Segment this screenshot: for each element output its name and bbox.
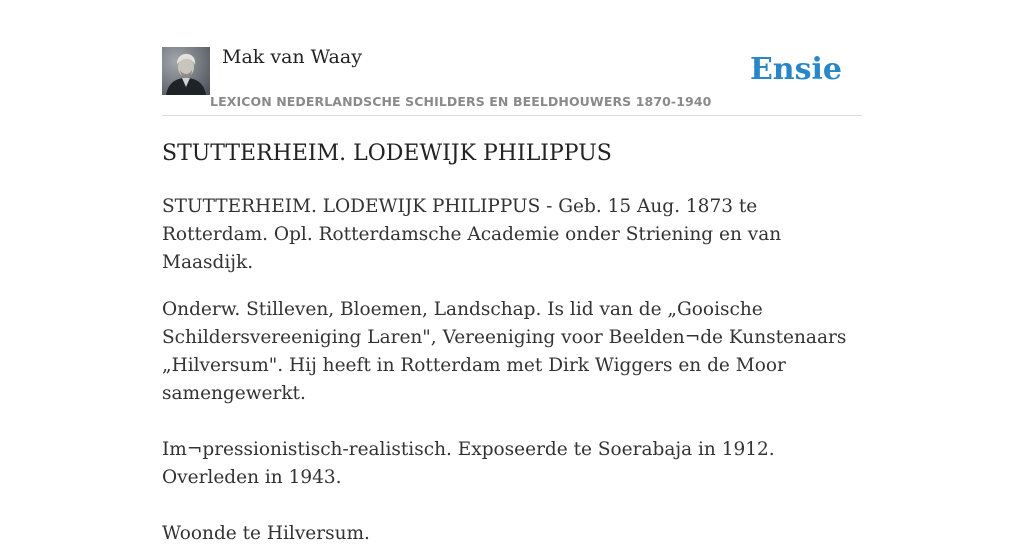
paragraph-work: Onderw. Stilleven, Bloemen, Landschap. Is lid van de „Gooische Schildersvereeniging Laren", Vereeniging voor Beelden¬de Kunstenaars „Hilversum". Hij heeft in Rotterdam met Dirk Wiggers en de Moor samengewerkt. [162, 299, 847, 404]
paragraph-birth: STUTTERHEIM. LODEWIJK PHILIPPUS - Geb. 15 Aug. 1873 te Rotterdam. Opl. Rotterdamsche Academie onder Striening en van Maasdijk. [162, 196, 782, 273]
author-portrait-icon [162, 47, 210, 95]
brand-logo[interactable]: Ensie [749, 52, 842, 87]
author-avatar[interactable] [162, 47, 210, 95]
line-spacer [162, 492, 867, 520]
author-name[interactable]: Mak van Waay [222, 46, 362, 68]
header-divider [162, 115, 862, 116]
article-body [162, 193, 867, 548]
paragraph-residence: Woonde te Hilversum. [162, 523, 370, 544]
paragraph-style: Im¬pressionistisch-realistisch. Exposeerde te Soerabaja in 1912. Overleden in 1943. [162, 439, 775, 488]
source-label[interactable]: LEXICON NEDERLANDSCHE SCHILDERS EN BEELDHOUWERS 1870-1940 [210, 94, 712, 109]
line-spacer [162, 408, 867, 436]
article-title: STUTTERHEIM. LODEWIJK PHILIPPUS [162, 141, 612, 166]
